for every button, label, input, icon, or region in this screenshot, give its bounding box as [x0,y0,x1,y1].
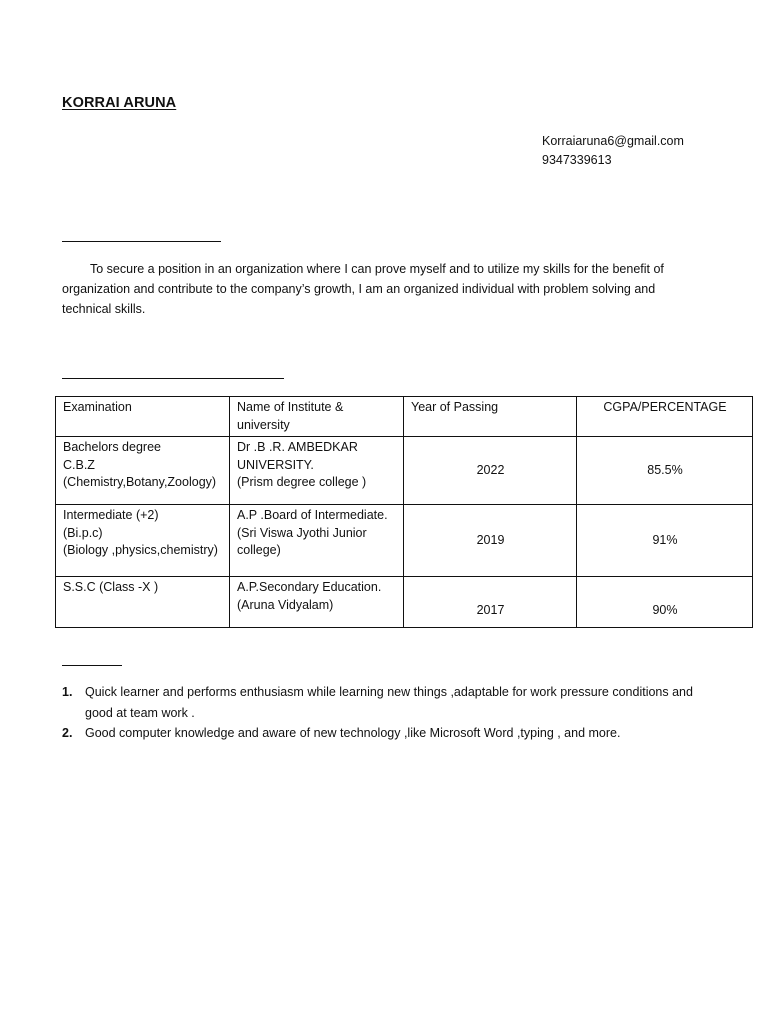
exam-line: C.B.Z [63,457,95,472]
exam-cell [56,577,230,628]
exam-line: (Biology ,physics,chemistry) [63,543,218,557]
institute-line: A.P .Board of Intermediate. [237,508,388,522]
education-heading-rule [62,378,284,379]
table-header-row [56,397,753,437]
score-cell: 90% [577,577,753,628]
list-number: 1. [62,685,73,699]
table-row [56,437,753,505]
exam-line: (Bi.p.c) [63,525,103,540]
year-cell: 2017 [404,577,577,628]
score-cell: 85.5% [577,437,753,505]
header-cell-examination: Examination [56,397,230,437]
contact-block [542,132,684,170]
objective-heading-rule [62,241,221,242]
objective-paragraph: To secure a position in an organization where I can prove myself and to utilize my skills for the benefit of organization and contribute to the company’s growth, I am an organized individual with problem solving and technical skills. [62,262,664,316]
strengths-list [62,682,702,744]
institute-line: college) [237,543,281,557]
header-cell-year: Year of Passing [404,397,577,437]
header-cell-score: CGPA/PERCENTAGE [577,397,753,437]
institute-cell [230,505,404,577]
institute-cell [230,437,404,505]
education-table [55,396,753,628]
resume-name: KORRAI ARUNA [62,95,177,111]
year-cell: 2022 [404,437,577,505]
strengths-heading-rule [62,665,122,666]
list-item [62,682,702,723]
list-item [62,723,702,744]
institute-cell [230,577,404,628]
phone-text: 9347339613 [542,153,612,167]
year-cell: 2019 [404,505,577,577]
exam-line: Bachelors degree [63,440,161,454]
exam-cell [56,437,230,505]
institute-line: (Sri Viswa Jyothi Junior [237,525,367,540]
institute-line: (Prism degree college ) [237,475,367,489]
exam-cell [56,505,230,577]
institute-line: UNIVERSITY. [237,457,314,472]
header-cell-institute: Name of Institute & university [230,397,404,437]
table-row [56,577,753,628]
exam-line: S.S.C (Class -X ) [63,580,159,594]
table-row [56,505,753,577]
list-item-text: Good computer knowledge and aware of new technology ,like Microsoft Word ,typing , and more. [85,726,621,740]
institute-line: (Aruna Vidyalam) [237,597,334,612]
exam-line: (Chemistry,Botany,Zoology) [63,475,217,489]
institute-line: A.P.Secondary Education. [237,580,382,594]
list-item-text: Quick learner and performs enthusiasm while learning new things ,adaptable for work pressure conditions and good at team work . [85,685,693,720]
score-cell: 91% [577,505,753,577]
list-number: 2. [62,726,73,740]
email-text: Korraiaruna6@gmail.com [542,134,684,148]
exam-line: Intermediate (+2) [63,508,159,522]
institute-line: Dr .B .R. AMBEDKAR [237,440,358,454]
